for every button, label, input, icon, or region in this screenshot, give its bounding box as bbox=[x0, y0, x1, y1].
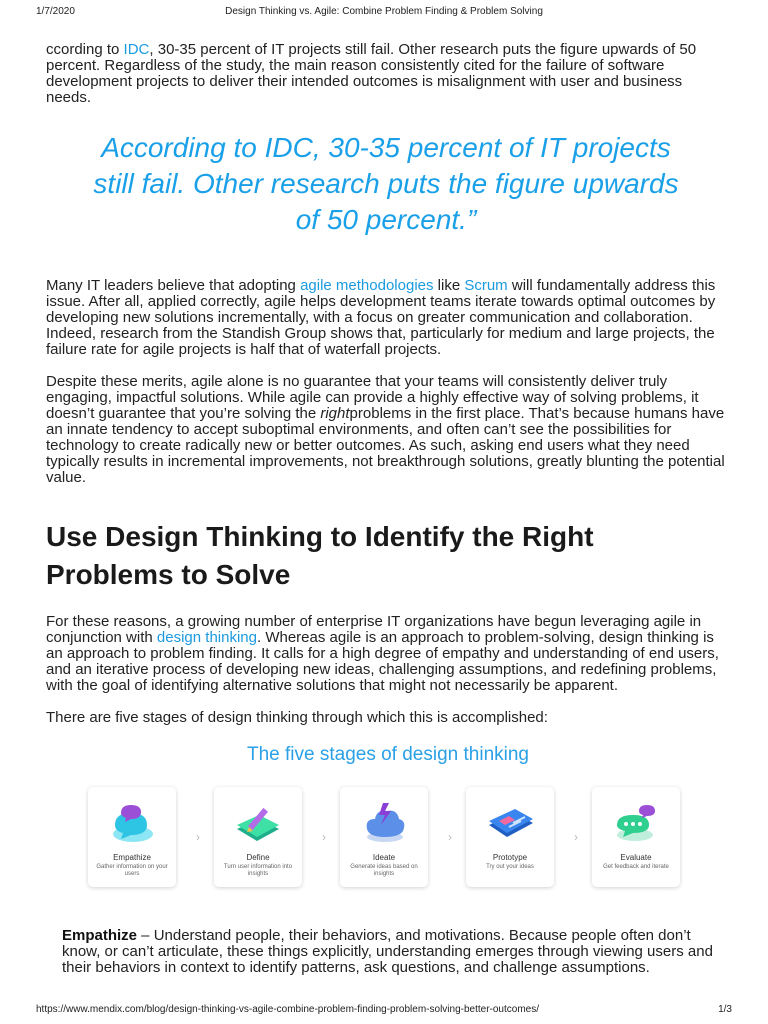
print-date: 1/7/2020 bbox=[36, 6, 75, 17]
text-run: problems in the first place. That’s because humans have an innate tendency to accept suboptimal environments, and often can’t see the possibilities for technology to create radically new or better outcomes. As such, asking end users what they need typically results in incremental improvements, not breakthrough solutions, greatly blunting the potential value. bbox=[46, 405, 725, 486]
agile-paragraph bbox=[46, 278, 726, 358]
stage-desc: Turn user information into insights bbox=[223, 864, 293, 877]
term: Empathize bbox=[62, 927, 138, 944]
pull-quote: According to IDC, 30-35 percent of IT projects still fail. Other research puts the figure upwards of 50 percent.” bbox=[93, 132, 679, 235]
chevron-right-icon: › bbox=[448, 830, 452, 844]
scrum-link[interactable]: Scrum bbox=[464, 277, 508, 294]
pencil-pad-icon bbox=[233, 801, 283, 847]
chevron-right-icon: › bbox=[196, 830, 200, 844]
page-number: 1/3 bbox=[718, 1004, 732, 1015]
chat-bubbles-icon bbox=[107, 801, 157, 847]
stage-name: Evaluate bbox=[620, 853, 652, 862]
agile-methodologies-link[interactable]: agile methodologies bbox=[300, 277, 434, 294]
lightning-cloud-icon bbox=[359, 801, 409, 847]
stage-name: Prototype bbox=[492, 853, 528, 862]
footer-url: https://www.mendix.com/blog/design-thinking-vs-agile-combine-problem-finding-problem-solving-better-outcomes/ bbox=[36, 1004, 539, 1015]
text-run: will fundamentally address this issue. After all, applied correctly, agile helps development teams iterate towards optimal outcomes by developing new solutions incrementally, with a focus on greater communication and collaboration. Indeed, research from the Standish Group shows that, particularly for medium and large projects, the failure rate for agile projects is half that of waterfall projects. bbox=[46, 277, 716, 358]
text-run: Many IT leaders believe that adopting bbox=[46, 277, 301, 294]
section-heading: Use Design Thinking to Identify the Right Problems to Solve bbox=[46, 521, 594, 590]
stage-card-ideate bbox=[340, 787, 428, 887]
stage-card-empathize bbox=[88, 787, 176, 887]
stage-card-prototype bbox=[466, 787, 554, 887]
stage-name: Empathize bbox=[113, 853, 151, 862]
chevron-right-icon: › bbox=[574, 830, 578, 844]
stage-desc: Generate ideas based on insights bbox=[350, 864, 418, 877]
intro-paragraph bbox=[46, 42, 726, 106]
text-run: . Whereas agile is an approach to problem-solving, design thinking is an approach to problem finding. It calls for a high degree of empathy and understanding of end users, and an iterative process of developing new ideas, challenging assumptions, and redefining problems, with the goal of identifying alternative solutions that might not necessarily be apparent. bbox=[46, 629, 719, 694]
page-header bbox=[36, 6, 732, 20]
page-footer bbox=[36, 1004, 732, 1018]
chevron-right-icon: › bbox=[322, 830, 326, 844]
stage-desc: Get feedback and iterate bbox=[603, 864, 669, 870]
stage-card-evaluate bbox=[592, 787, 680, 887]
five-stages-figure bbox=[88, 744, 688, 914]
design-thinking-link[interactable]: design thinking bbox=[156, 629, 257, 646]
text-run: Despite these merits, agile alone is no guarantee that your teams will consistently deliver truly engaging, impactful solutions. While agile can provide a highly effective way of solving problems, it doesn’t guarantee that you’re solving the bbox=[46, 373, 699, 422]
merits-paragraph bbox=[46, 374, 726, 486]
idc-link[interactable]: IDC bbox=[123, 41, 150, 58]
stages-intro: There are five stages of design thinking through which this is accomplished: bbox=[46, 709, 548, 726]
print-title: Design Thinking vs. Agile: Combine Problem Finding & Problem Solving bbox=[225, 6, 543, 17]
stage-name: Ideate bbox=[372, 853, 396, 862]
text-run: For these reasons, a growing number of enterprise IT organizations have begun leveraging agile in conjunction with bbox=[46, 613, 702, 646]
text-run: – Understand people, their behaviors, and motivations. Because people often don’t know, or can’t articulate, these things explicitly, understanding emerges through viewing users and their behaviors in context to identify patterns, ask questions, and challenge assumptions. bbox=[62, 927, 713, 976]
wireframe-card-icon bbox=[485, 801, 535, 847]
emphasis: right bbox=[320, 405, 350, 422]
stage-desc: Try out your ideas bbox=[486, 864, 534, 870]
stage-desc: Gather information on your users bbox=[96, 864, 168, 877]
design-thinking-paragraph bbox=[46, 614, 726, 694]
feedback-bubbles-icon bbox=[611, 801, 661, 847]
text-run: , 30-35 percent of IT projects still fail. Other research puts the figure upwards of 50 percent. Regardless of the study, the main reason consistently cited for the failure of software development projects to deliver their intended outcomes is misalignment with user and business needs. bbox=[46, 41, 697, 106]
article-body bbox=[46, 42, 726, 976]
stage-name: Define bbox=[246, 853, 270, 862]
empathize-paragraph bbox=[62, 928, 726, 976]
stage-card-define bbox=[214, 787, 302, 887]
text-run: like bbox=[433, 277, 465, 294]
figure-title: The five stages of design thinking bbox=[246, 744, 529, 765]
text-run: ccording to bbox=[46, 41, 124, 58]
